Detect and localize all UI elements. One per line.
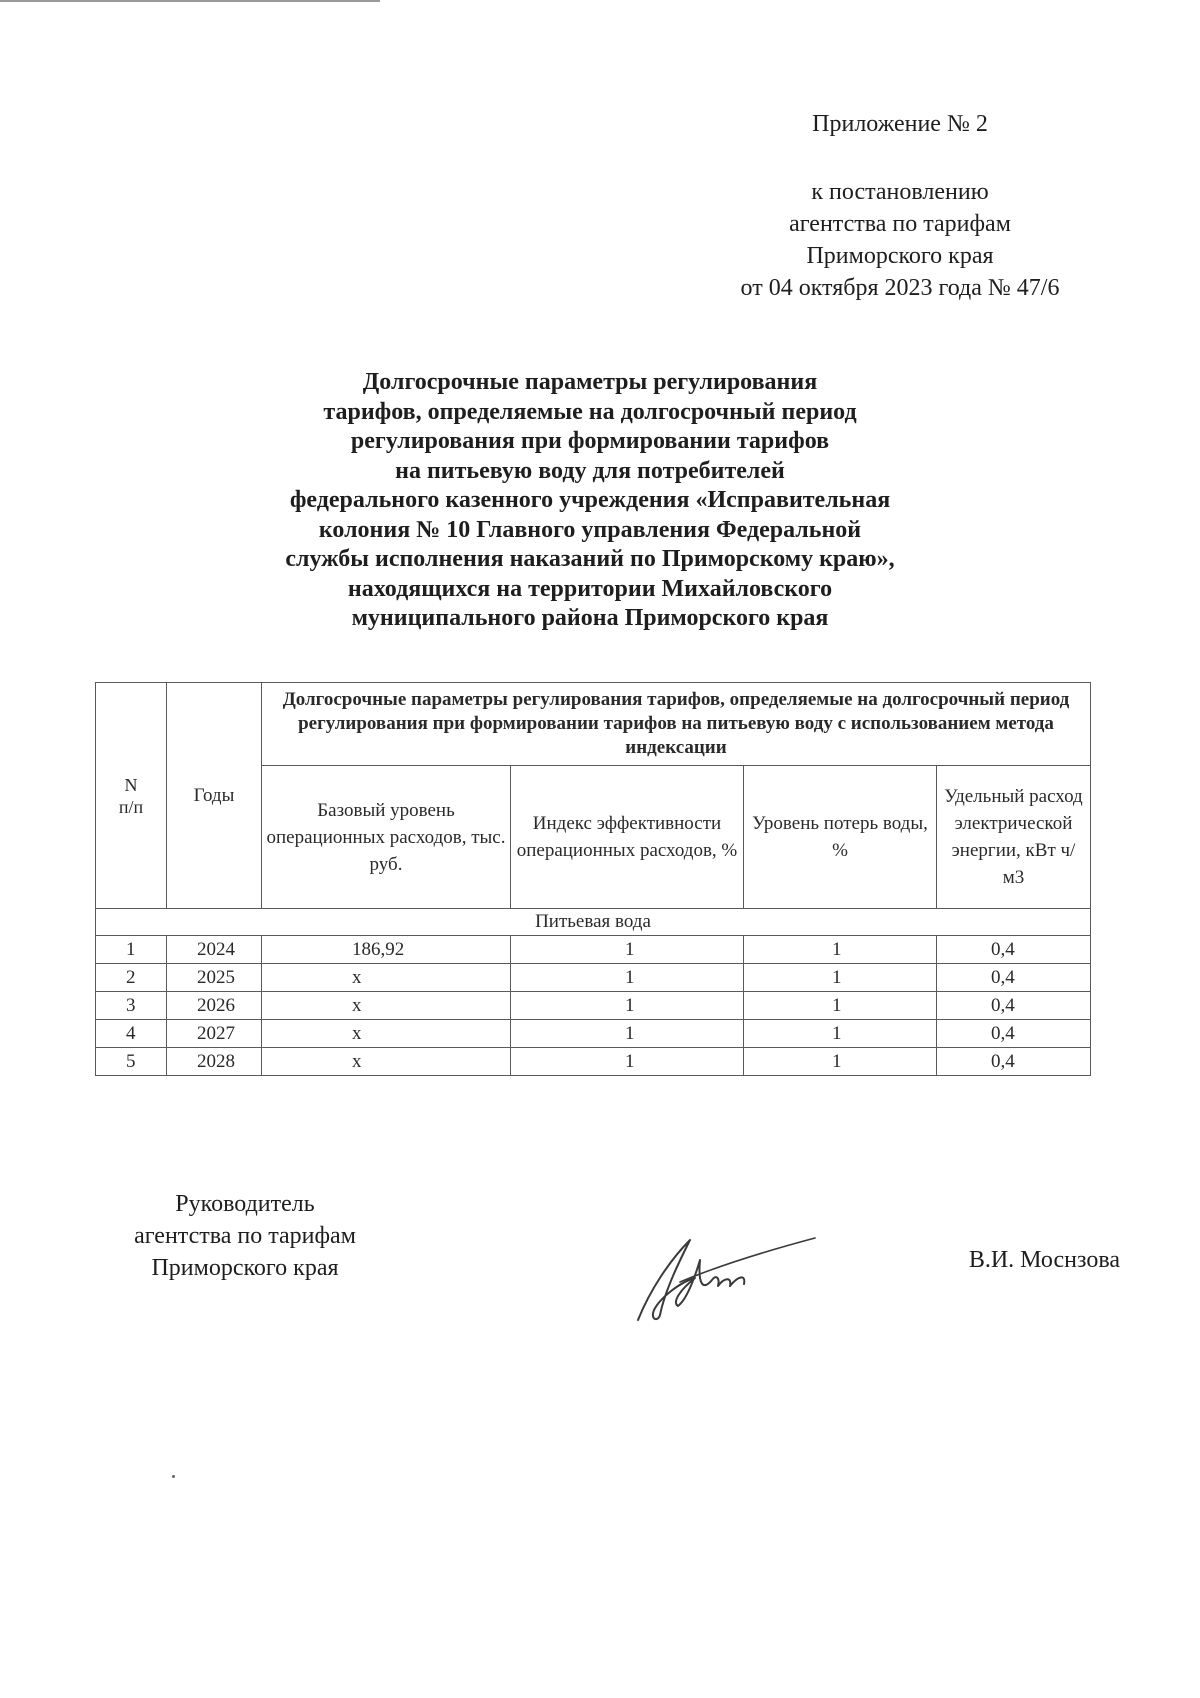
- scan-edge-mark: [0, 0, 380, 2]
- signatory-position-line: Руководитель: [175, 1191, 315, 1217]
- cell-base: х: [262, 992, 511, 1020]
- title-line: муниципального района Приморского края: [351, 605, 829, 631]
- cell-year: 2027: [167, 1020, 262, 1048]
- appendix-number: Приложение № 2: [812, 111, 988, 137]
- header-years: Годы: [167, 683, 262, 909]
- title-line: Долгосрочные параметры регулирования: [362, 369, 818, 395]
- table-row: [96, 1048, 1091, 1076]
- cell-base: 186,92: [262, 936, 511, 964]
- cell-loss: 1: [744, 1020, 937, 1048]
- title-line: тарифов, определяемые на долгосрочный период: [323, 398, 857, 425]
- handwritten-signature: [620, 1220, 820, 1330]
- cell-n: 4: [96, 1020, 167, 1048]
- cell-energy: 0,4: [937, 992, 1091, 1020]
- table-header-row: [96, 683, 1091, 766]
- cell-n: 5: [96, 1048, 167, 1076]
- parameters-table: [95, 682, 1091, 1076]
- header-base-level: Базовый уровень операционных расходов, тыс. руб.: [262, 766, 511, 909]
- cell-energy: 0,4: [937, 1048, 1091, 1076]
- cell-energy: 0,4: [937, 964, 1091, 992]
- cell-energy: 0,4: [937, 936, 1091, 964]
- appendix-ref-line: агентства по тарифам: [789, 211, 1011, 237]
- cell-index: 1: [511, 1048, 744, 1076]
- cell-energy: 0,4: [937, 1020, 1091, 1048]
- table-row: [96, 964, 1091, 992]
- cell-n: 1: [96, 936, 167, 964]
- appendix-ref-line: к постановлению: [811, 179, 989, 205]
- signatory-position-line: Приморского края: [151, 1255, 339, 1281]
- table-row: [96, 1020, 1091, 1048]
- cell-n: 3: [96, 992, 167, 1020]
- appendix-ref-line: Приморского края: [806, 243, 994, 269]
- section-label: Питьевая вода: [96, 909, 1091, 936]
- cell-base: х: [262, 1048, 511, 1076]
- cell-loss: 1: [744, 936, 937, 964]
- header-energy-consumption: Удельный расход электрической энергии, кВт ч/м3: [937, 766, 1091, 909]
- signatory-position-line: агентства по тарифам: [134, 1223, 356, 1249]
- title-line: находящихся на территории Михайловского: [347, 575, 833, 602]
- header-efficiency-index: Индекс эффективности операционных расходов, %: [511, 766, 744, 909]
- cell-base: х: [262, 964, 511, 992]
- cell-year: 2028: [167, 1048, 262, 1076]
- table-row: [96, 992, 1091, 1020]
- header-group: Долгосрочные параметры регулирования тарифов, определяемые на долгосрочный период регулирования при формировании тарифов на питьевую воду с использованием метода индексации: [262, 683, 1091, 766]
- cell-base: х: [262, 1020, 511, 1048]
- title-line: колония № 10 Главного управления Федеральной: [318, 516, 862, 543]
- cell-loss: 1: [744, 992, 937, 1020]
- cell-year: 2025: [167, 964, 262, 992]
- title-line: службы исполнения наказаний по Приморскому краю»,: [285, 546, 895, 572]
- scan-dot: [172, 1475, 175, 1478]
- signatory-name: В.И. Моснзова: [968, 1247, 1120, 1273]
- cell-loss: 1: [744, 964, 937, 992]
- title-line: федерального казенного учреждения «Исправительная: [289, 487, 891, 513]
- appendix-reference: [700, 176, 1100, 304]
- document-title: [200, 368, 980, 634]
- cell-index: 1: [511, 992, 744, 1020]
- cell-index: 1: [511, 1020, 744, 1048]
- table-row: [96, 936, 1091, 964]
- header-water-loss: Уровень потерь воды, %: [744, 766, 937, 909]
- title-line: регулирования при формировании тарифов: [350, 428, 830, 454]
- appendix-ref-line: от 04 октября 2023 года № 47/6: [740, 275, 1060, 301]
- cell-loss: 1: [744, 1048, 937, 1076]
- cell-n: 2: [96, 964, 167, 992]
- cell-index: 1: [511, 936, 744, 964]
- signatory-position: [95, 1188, 395, 1284]
- cell-year: 2024: [167, 936, 262, 964]
- cell-index: 1: [511, 964, 744, 992]
- cell-year: 2026: [167, 992, 262, 1020]
- section-row: [96, 909, 1091, 936]
- title-line: на питьевую воду для потребителей: [395, 457, 785, 484]
- header-np: N п/п: [96, 683, 167, 909]
